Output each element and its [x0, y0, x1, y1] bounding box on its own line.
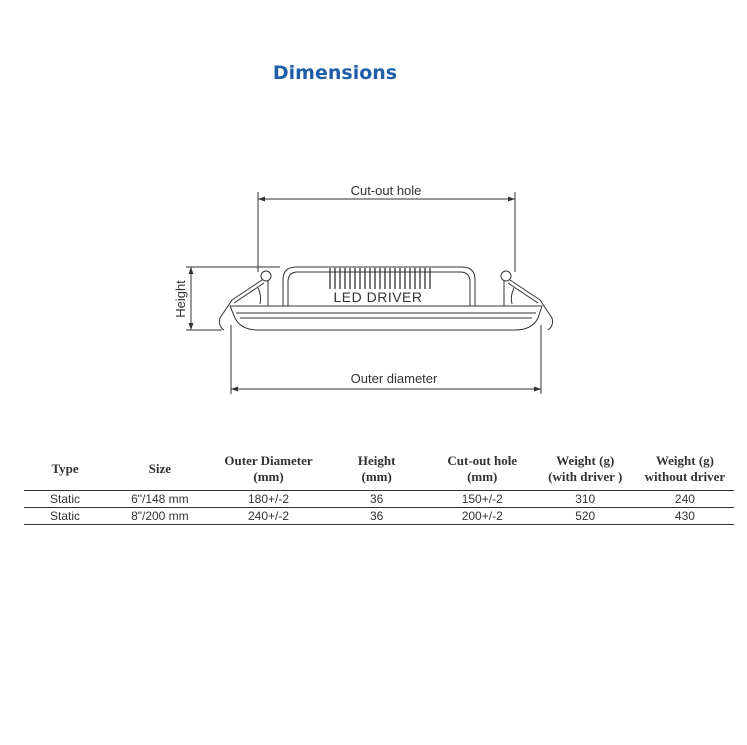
cell-size: 6"/148 mm — [106, 491, 214, 508]
cell-weight-without-driver: 240 — [636, 491, 734, 508]
led-driver-label: LED DRIVER — [333, 289, 423, 305]
header-weight-with-driver: Weight (g) (with driver ) — [535, 448, 636, 491]
cell-weight-with-driver: 310 — [535, 491, 636, 508]
cell-cutout-hole: 150+/-2 — [430, 491, 535, 508]
cell-size: 8"/200 mm — [106, 508, 214, 525]
right-spring-clip — [501, 271, 553, 330]
cell-type: Static — [24, 491, 106, 508]
outer-diameter-label: Outer diameter — [350, 371, 438, 386]
cell-weight-without-driver: 430 — [636, 508, 734, 525]
header-height: Height (mm) — [323, 448, 429, 491]
page-title: Dimensions — [272, 62, 398, 84]
table-row — [24, 491, 734, 508]
cell-height: 36 — [323, 491, 429, 508]
driver-fins — [330, 268, 430, 289]
cell-cutout-hole: 200+/-2 — [430, 508, 535, 525]
cell-outer-diameter: 180+/-2 — [214, 491, 324, 508]
cell-height: 36 — [323, 508, 429, 525]
header-weight-without-driver: Weight (g) without driver — [636, 448, 734, 491]
table-header-row — [24, 448, 734, 491]
left-spring-clip — [220, 271, 272, 330]
cell-type: Static — [24, 508, 106, 525]
cutout-label: Cut-out hole — [350, 183, 422, 198]
header-size: Size — [106, 448, 214, 491]
header-type: Type — [24, 448, 106, 491]
specifications-table — [24, 448, 734, 525]
header-cutout-hole: Cut-out hole (mm) — [430, 448, 535, 491]
cell-weight-with-driver: 520 — [535, 508, 636, 525]
height-label: Height — [173, 280, 188, 318]
table-row — [24, 508, 734, 525]
cell-outer-diameter: 240+/-2 — [214, 508, 324, 525]
header-outer-diameter: Outer Diameter (mm) — [214, 448, 324, 491]
